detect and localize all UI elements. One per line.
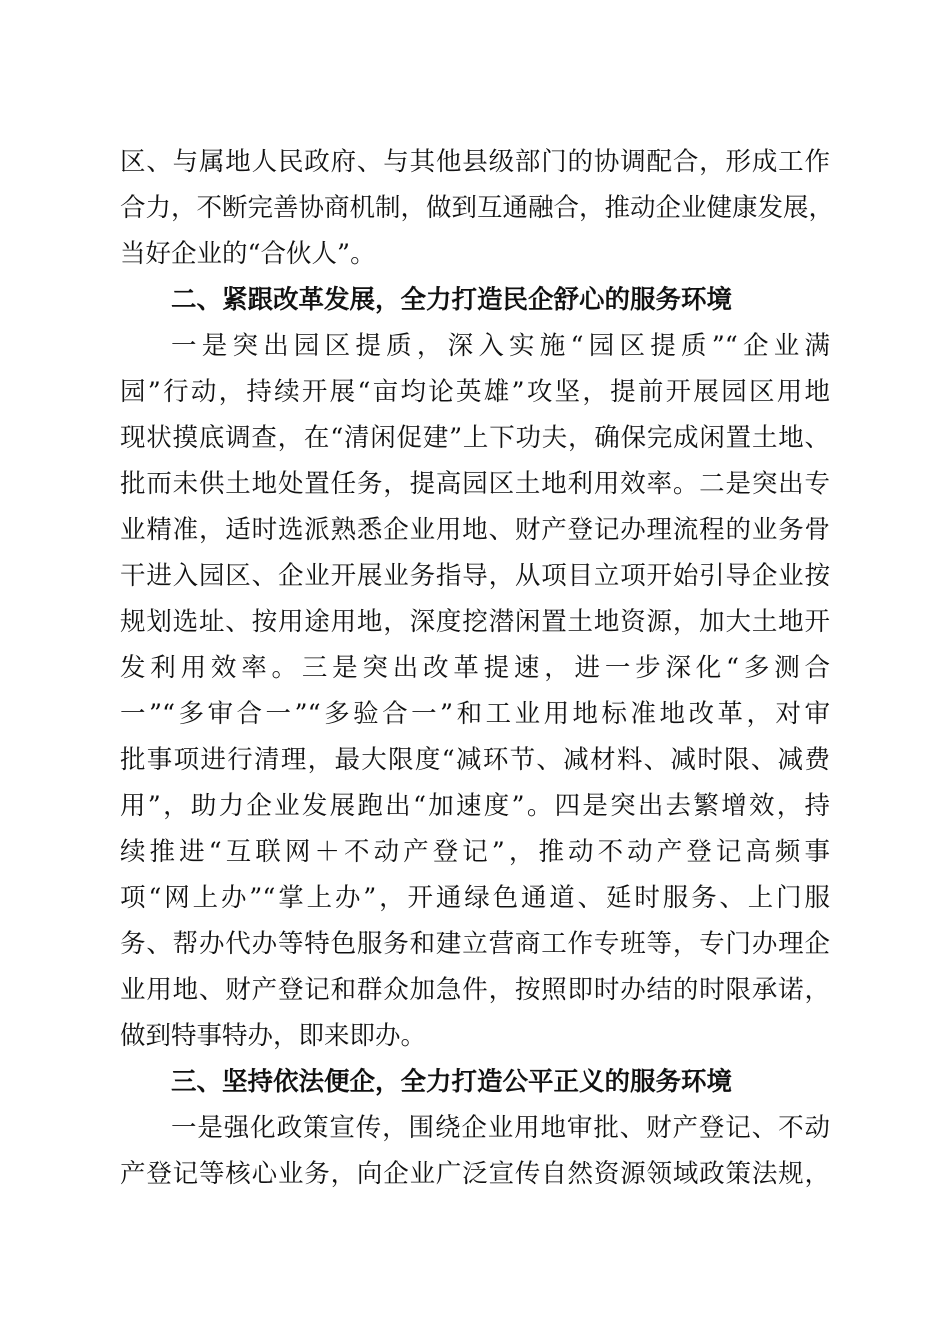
- paragraph-line: 区、与属地人民政府、与其他县级部门的协调配合，形成工作: [120, 147, 830, 177]
- paragraph-line: 做到特事特办，即来即办。: [120, 1021, 427, 1051]
- paragraph-line: 干进入园区、企业开展业务指导，从项目立项开始引导企业按: [120, 561, 830, 591]
- paragraph-line: 园”行动，持续开展“亩均论英雄”攻坚，提前开展园区用地: [120, 377, 830, 407]
- paragraph-line: 一是强化政策宣传，围绕企业用地审批、财产登记、不动: [171, 1113, 830, 1143]
- paragraph-line: 产登记等核心业务，向企业广泛宣传自然资源领域政策法规，: [120, 1159, 830, 1189]
- paragraph-line: 规划选址、按用途用地，深度挖潜闲置土地资源，加大土地开: [120, 607, 830, 637]
- paragraph-line: 业精准，适时选派熟悉企业用地、财产登记办理流程的业务骨: [120, 515, 830, 545]
- paragraph-line: 现状摸底调查，在“清闲促建”上下功夫，确保完成闲置土地、: [120, 423, 830, 453]
- paragraph-line: 用”，助力企业发展跑出“加速度”。四是突出去繁增效，持: [120, 791, 830, 821]
- paragraph-line: 批事项进行清理，最大限度“减环节、减材料、减时限、减费: [120, 745, 830, 775]
- section-heading-3: 三、坚持依法便企，全力打造公平正义的服务环境: [171, 1067, 733, 1097]
- paragraph-line: 务、帮办代办等特色服务和建立营商工作专班等，专门办理企: [120, 929, 830, 959]
- paragraph-line: 续推进“互联网＋不动产登记”，推动不动产登记高频事: [120, 837, 830, 867]
- paragraph-line: 当好企业的“合伙人”。: [120, 239, 376, 269]
- paragraph-line: 业用地、财产登记和群众加急件，按照即时办结的时限承诺，: [120, 975, 830, 1005]
- paragraph-line: 批而未供土地处置任务，提高园区土地利用效率。二是突出专: [120, 469, 830, 499]
- paragraph-line: 合力，不断完善协商机制，做到互通融合，推动企业健康发展，: [120, 193, 835, 223]
- paragraph-line: 项“网上办”“掌上办”，开通绿色通道、延时服务、上门服: [120, 883, 830, 913]
- paragraph-line: 一”“多审合一”“多验合一”和工业用地标准地改革，对审: [120, 699, 830, 729]
- paragraph-line: 一是突出园区提质，深入实施“园区提质”“企业满: [171, 331, 830, 361]
- section-heading-2: 二、紧跟改革发展，全力打造民企舒心的服务环境: [171, 285, 733, 315]
- paragraph-line: 发利用效率。三是突出改革提速，进一步深化“多测合: [120, 653, 830, 683]
